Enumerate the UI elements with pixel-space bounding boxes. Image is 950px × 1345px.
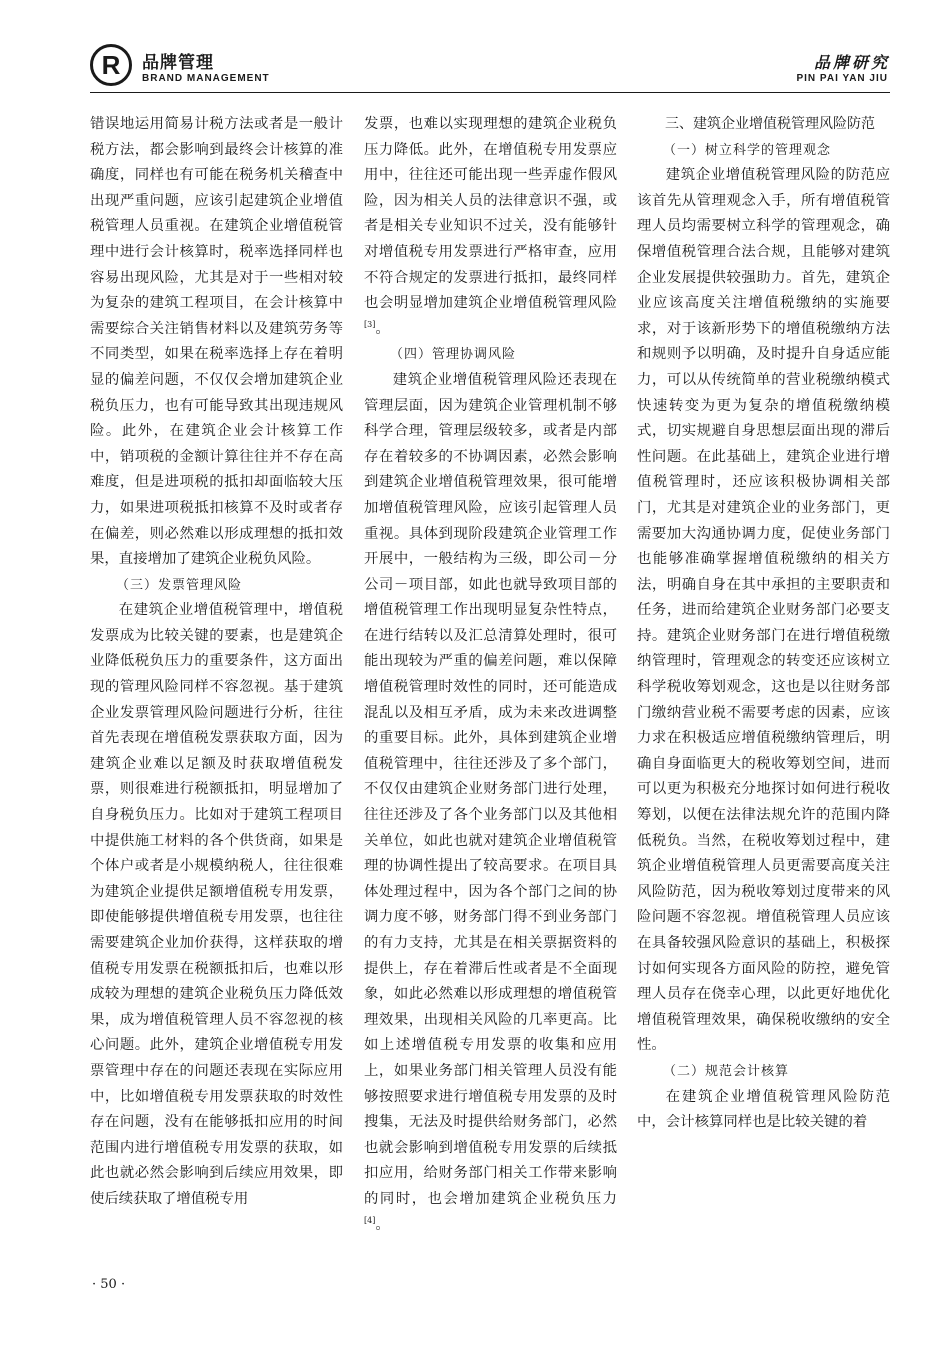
subsection-heading: （三）发票管理风险 [116,577,243,593]
page-header [0,0,950,100]
text-column-3 [637,112,890,1136]
citation: [4] [364,1215,376,1225]
paragraph [364,112,617,342]
subsection-heading: （二）规范会计核算 [663,1063,790,1079]
section-heading: 三、建筑企业增值税管理风险防范 [665,116,875,132]
paragraph: 在建筑企业增值税管理中，增值税发票成为比较关键的要素，也是建筑企业降低税负压力的重要条件，这方面出现的管理风险同样不容忽视。基于建筑企业发票管理风险问题进行分析，往往首先表现在增值税发票获取方面，因为建筑企业难以足额及时获取增值税发票，则很难进行税额抵扣，明显增加了自身税负压力。比如对于建筑工程项目中提供施工材料的各个供货商，如果是个体户或者是小规模纳税人，往往很难为建筑企业提供足额增值税专用发票，即使能够提供增值税专用发票，也往往需要建筑企业加价获得，这样获取的增值税专用发票在税额抵扣后，也难以形成较为理想的建筑企业税负压力降低效果，成为增值税管理人员不容忽视的核心问题。此外，建筑企业增值税专用发票管理中存在的问题还表现在实际应用中，比如增值税专用发票获取的时效性存在问题，没有在能够抵扣应用的时间范围内进行增值税专用发票的获取，如此也就必然会影响到后续应用效果，即使后续获取了增值税专用 [90,602,343,1207]
column-title-en: PIN PAI YAN JIU [796,73,888,84]
header-divider [90,92,890,93]
brand-title-cn: 品牌管理 [142,53,214,73]
text-column-1 [90,112,343,1213]
paragraph-text: 发票，也难以实现理想的建筑企业税负压力降低。此外，在增值税专用发票应用中，往往还可能出现一些弄虚作假风险，因为相关人员的法律意识不强，或者是相关专业知识不过关，没有能够针对增值税专用发票进行严格审查，应用不符合规定的发票进行抵扣，最终同样也会明显增加建筑企业增值税管理风险 [364,116,617,312]
paragraph [364,368,617,1238]
paragraph-end: 。 [375,320,390,337]
subsection-heading: （一）树立科学的管理观念 [663,142,832,158]
registered-trademark-icon [90,44,132,86]
brand-title-en: BRAND MANAGEMENT [142,73,270,84]
subsection-heading: （四）管理协调风险 [390,347,517,363]
paragraph: 错误地运用简易计税方法或者是一般计税方法，都会影响到最终会计核算的准确度，同样也有可能在税务机关稽查中出现严重问题，应该引起建筑企业增值税管理人员重视。在建筑企业增值税管理中进行会计核算时，税率选择同样也容易出现风险，尤其是对于一些相对较为复杂的建筑工程项目，在会计核算中需要综合关注销售材料以及建筑劳务等不同类型，如果在税率选择上存在着明显的偏差问题，不仅仅会增加建筑企业税负压力，也有可能导致其出现违规风险。此外，在建筑企业会计核算工作中，销项税的金额计算往往并不存在高难度，但是进项税的抵扣却面临较大压力，如果进项税抵扣核算不及时或者存在偏差，则必然难以形成理想的抵扣效果，直接增加了建筑企业税负风险。 [90,116,343,568]
paragraph-end: 。 [375,1216,390,1233]
paragraph: 建筑企业增值税管理风险的防范应该首先从管理观念入手，所有增值税管理人员均需要树立科学的管理观念，确保增值税管理合法合规，且能够对建筑企业发展提供较强助力。首先，建筑企业应该高度关注增值税缴纳的实施要求，对于该新形势下的增值税缴纳方法和规则予以明确，及时提升自身适应能力，可以从传统简单的营业税缴纳模式快速转变为更为复杂的增值税缴纳模式，切实规避自身思想层面出现的滞后性问题。在此基础上，建筑企业进行增值税管理时，还应该积极协调相关部门，尤其是对建筑企业的业务部门，更需要加大沟通协调力度，促使业务部门也能够准确掌握增值税缴纳的相关方法，明确自身在其中承担的主要职责和任务，进而给建筑企业财务部门必要支持。建筑企业财务部门在进行增值税缴纳管理时，管理观念的转变还应该树立科学税收筹划观念，这也是以往财务部门缴纳营业税不需要考虑的因素，应该力求在积极适应增值税缴纳管理后，明确自身面临更大的税收筹划空间，进而可以更为积极充分地探讨如何进行税收筹划，以便在法律法规允许的范围内降低税负。当然，在税收筹划过程中，建筑企业增值税管理人员更需要高度关注风险防范，因为税收筹划过度带来的风险问题不容忽视。增值税管理人员应该在具备较强风险意识的基础上，积极探讨如何实现各方面风险的防控，避免管理人员存在侥幸心理，以此更好地优化增值税管理效果，确保税收缴纳的安全性。 [637,167,890,1054]
page-number: · 50 · [92,1277,126,1292]
logo-letter: R [101,50,121,80]
paragraph: 在建筑企业增值税管理风险防范中，会计核算同样也是比较关键的着 [637,1088,890,1131]
column-title-cn: 品牌研究 [813,53,890,72]
text-column-2 [364,112,617,1238]
citation: [3] [364,319,376,329]
paragraph-text: 建筑企业增值税管理风险还表现在管理层面，因为建筑企业管理机制不够科学合理，管理层级较多，或者是内部存在着较多的不协调因素，必然会影响到建筑企业增值税管理效果，很可能增加增值税管理风险，应该引起管理人员重视。具体到现阶段建筑企业管理工作开展中，一般结构为三级，即公司－分公司－项目部，如此也就导致项目部的增值税管理工作出现明显复杂性特点，在进行结转以及汇总清算处理时，很可能出现较为严重的偏差问题，难以保障增值税管理时效性的同时，还可能造成混乱以及相互矛盾，成为未来改进调整的重要目标。此外，具体到建筑企业增值税管理中，往往还涉及了多个部门，不仅仅由建筑企业财务部门进行处理，往往还涉及了各个业务部门以及其他相关单位，如此也就对建筑企业增值税管理的协调性提出了较高要求。在项目具体处理过程中，因为各个部门之间的协调力度不够，财务部门得不到业务部门的有力支持，尤其是在相关票据资料的提供上，存在着滞后性或者是不全面现象，如此必然难以形成理想的增值税管理效果，出现相关风险的几率更高。比如上述增值税专用发票的收集和应用上，如果业务部门相关管理人员没有能够按照要求进行增值税专用发票的及时搜集，无法及时提供给财务部门，必然也就会影响到增值税专用发票的后续抵扣应用，给财务部门相关工作带来影响的同时，也会增加建筑企业税负压力 [364,371,617,1207]
